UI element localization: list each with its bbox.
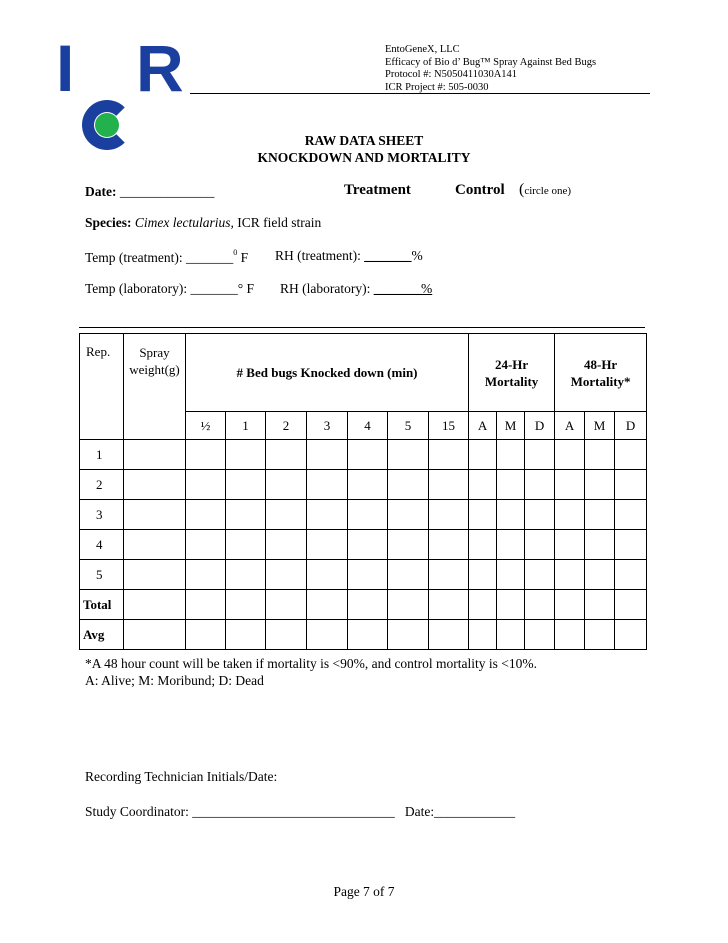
footnote-48hr: *A 48 hour count will be taken if mortality is <90%, and control mortality is <10%. <box>85 656 538 671</box>
knockdown-mortality-table <box>79 333 647 650</box>
table-row <box>80 470 647 500</box>
spray-header-line2: weight(g) <box>129 362 180 377</box>
entry-cell[interactable] <box>429 500 469 530</box>
header-rule <box>190 93 650 94</box>
knockdown-header: # Bed bugs Knocked down (min) <box>186 334 469 412</box>
mort48-dead: D <box>615 412 647 440</box>
entry-cell[interactable] <box>585 620 615 650</box>
entry-cell[interactable] <box>497 560 525 590</box>
entry-cell[interactable] <box>124 440 186 470</box>
date-label: Date: <box>85 184 117 199</box>
temp-treatment-unit: F <box>240 250 249 265</box>
time-15: 15 <box>429 412 469 440</box>
entry-cell[interactable] <box>525 470 555 500</box>
rh-treatment-unit: % <box>411 248 423 263</box>
time-2: 2 <box>266 412 307 440</box>
entry-cell[interactable] <box>615 590 647 620</box>
entry-cell[interactable] <box>226 440 266 470</box>
entry-cell[interactable] <box>525 590 555 620</box>
entry-cell[interactable] <box>186 620 226 650</box>
entry-cell[interactable] <box>525 620 555 650</box>
temp-treatment-line[interactable] <box>85 248 248 266</box>
entry-cell[interactable] <box>226 590 266 620</box>
circle-note-text: circle one) <box>524 185 572 197</box>
mortality-48hr-header <box>555 334 647 412</box>
mort48-alive: A <box>555 412 585 440</box>
study-title: Efficacy of Bio d’ Bug™ Spray Against Bed Bugs <box>385 56 597 68</box>
rh-lab-unit: % <box>420 281 433 296</box>
entry-cell[interactable] <box>226 530 266 560</box>
entry-cell[interactable] <box>186 560 226 590</box>
page-title: RAW DATA SHEET <box>304 133 424 148</box>
entry-cell[interactable] <box>348 590 388 620</box>
header-info <box>385 44 596 94</box>
temp-lab-unit: ° F <box>237 281 255 296</box>
entry-cell[interactable] <box>429 530 469 560</box>
date-field[interactable] <box>85 184 214 200</box>
entry-cell[interactable] <box>497 470 525 500</box>
species-line <box>85 215 321 231</box>
row-2-label: 2 <box>80 470 124 500</box>
entry-cell[interactable] <box>307 500 348 530</box>
entry-cell[interactable] <box>525 500 555 530</box>
entry-cell[interactable] <box>388 590 429 620</box>
entry-cell[interactable] <box>497 590 525 620</box>
table-row <box>80 560 647 590</box>
entry-cell[interactable] <box>124 470 186 500</box>
entry-cell[interactable] <box>615 470 647 500</box>
entry-cell[interactable] <box>525 560 555 590</box>
entry-cell[interactable] <box>307 440 348 470</box>
entry-cell[interactable] <box>555 590 585 620</box>
spray-weight-header <box>124 334 186 440</box>
entry-cell[interactable] <box>555 620 585 650</box>
entry-cell[interactable] <box>388 470 429 500</box>
row-total-label: Total <box>80 590 124 620</box>
entry-cell[interactable] <box>585 560 615 590</box>
spray-header-line1: Spray <box>139 345 170 360</box>
entry-cell[interactable] <box>429 620 469 650</box>
entry-cell[interactable] <box>348 470 388 500</box>
entry-cell[interactable] <box>186 500 226 530</box>
time-half: ½ <box>186 412 226 440</box>
rh-treatment-label: RH (treatment): <box>275 248 361 263</box>
entry-cell[interactable] <box>388 440 429 470</box>
entry-cell[interactable] <box>469 530 497 560</box>
study-coordinator-field[interactable] <box>85 803 515 820</box>
project-number: ICR Project #: 505-0030 <box>385 81 489 93</box>
entry-cell[interactable] <box>226 560 266 590</box>
entry-cell[interactable] <box>585 470 615 500</box>
rep-header: Rep. <box>80 334 124 440</box>
entry-cell[interactable] <box>307 560 348 590</box>
entry-cell[interactable] <box>348 620 388 650</box>
mort24-line1: 24-Hr <box>494 356 529 372</box>
entry-cell[interactable] <box>497 530 525 560</box>
entry-cell[interactable] <box>615 530 647 560</box>
coordinator-date-label: Date: <box>404 804 435 819</box>
temp-lab-line[interactable] <box>85 281 254 297</box>
entry-cell[interactable] <box>307 530 348 560</box>
entry-cell[interactable] <box>307 470 348 500</box>
entry-cell[interactable] <box>226 500 266 530</box>
entry-cell[interactable] <box>429 470 469 500</box>
entry-cell[interactable] <box>266 440 307 470</box>
entry-cell[interactable] <box>469 560 497 590</box>
species-name: Cimex lectularius, <box>134 215 234 230</box>
entry-cell[interactable] <box>497 500 525 530</box>
footnote-legend: A: Alive; M: Moribund; D: Dead <box>85 673 264 688</box>
time-5: 5 <box>388 412 429 440</box>
entry-cell[interactable] <box>497 440 525 470</box>
mortality-24hr-header <box>469 334 555 412</box>
temp-treatment-label: Temp (treatment): <box>85 250 183 265</box>
entry-cell[interactable] <box>615 560 647 590</box>
entry-cell[interactable] <box>266 620 307 650</box>
entry-cell[interactable] <box>266 470 307 500</box>
table-header-row <box>80 334 647 412</box>
table-row <box>80 620 647 650</box>
time-4: 4 <box>348 412 388 440</box>
mort48-line2: Mortality* <box>570 373 631 389</box>
species-strain: ICR field strain <box>237 215 322 230</box>
table-row <box>80 530 647 560</box>
entry-cell[interactable] <box>429 440 469 470</box>
entry-cell[interactable] <box>469 500 497 530</box>
circle-one-note <box>519 181 571 199</box>
entry-cell[interactable] <box>124 500 186 530</box>
company-name: EntoGeneX, LLC <box>385 44 460 55</box>
protocol-number: Protocol #: N5050411030A141 <box>385 69 518 80</box>
rh-treatment-blank: _______ <box>364 248 412 263</box>
entry-cell[interactable] <box>429 590 469 620</box>
row-5-label: 5 <box>80 560 124 590</box>
entry-cell[interactable] <box>307 620 348 650</box>
entry-cell[interactable] <box>469 590 497 620</box>
entry-cell[interactable] <box>186 530 226 560</box>
control-option[interactable]: Control <box>455 182 505 198</box>
temp-treatment-degree: 0 <box>233 248 238 257</box>
entry-cell[interactable] <box>348 440 388 470</box>
technician-initials-field[interactable]: Recording Technician Initials/Date: <box>85 769 278 784</box>
entry-cell[interactable] <box>585 530 615 560</box>
species-label: Species: <box>85 215 132 230</box>
entry-cell[interactable] <box>348 500 388 530</box>
entry-cell[interactable] <box>266 530 307 560</box>
icr-logo <box>56 31 182 105</box>
rh-lab-blank: _______ <box>373 281 421 296</box>
temp-lab-label: Temp (laboratory): <box>85 281 188 296</box>
entry-cell[interactable] <box>469 470 497 500</box>
row-3-label: 3 <box>80 500 124 530</box>
time-1: 1 <box>226 412 266 440</box>
entry-cell[interactable] <box>469 440 497 470</box>
entry-cell[interactable] <box>348 560 388 590</box>
mort24-moribund: M <box>497 412 525 440</box>
table-row <box>80 440 647 470</box>
entry-cell[interactable] <box>585 590 615 620</box>
temp-treatment-blank: _______ <box>186 250 234 265</box>
entry-cell[interactable] <box>525 440 555 470</box>
table-row <box>80 590 647 620</box>
table-row <box>80 500 647 530</box>
row-avg-label: Avg <box>80 620 124 650</box>
mort24-line2: Mortality <box>484 373 539 389</box>
entry-cell[interactable] <box>388 500 429 530</box>
entry-cell[interactable] <box>388 620 429 650</box>
mort24-alive: A <box>469 412 497 440</box>
logo-letter-i: I <box>56 31 73 105</box>
entry-cell[interactable] <box>186 440 226 470</box>
entry-cell[interactable] <box>388 560 429 590</box>
circle-paren: ( <box>519 181 525 198</box>
entry-cell[interactable] <box>186 470 226 500</box>
row-1-label: 1 <box>80 440 124 470</box>
coordinator-label: Study Coordinator: <box>85 804 189 819</box>
entry-cell[interactable] <box>497 620 525 650</box>
entry-cell[interactable] <box>555 500 585 530</box>
entry-cell[interactable] <box>124 620 186 650</box>
entry-cell[interactable] <box>388 530 429 560</box>
entry-cell[interactable] <box>555 470 585 500</box>
entry-cell[interactable] <box>615 620 647 650</box>
table-top-rule <box>79 327 645 328</box>
entry-cell[interactable] <box>469 620 497 650</box>
page-number: Page 7 of 7 <box>333 884 395 899</box>
entry-cell[interactable] <box>124 560 186 590</box>
page-subtitle: KNOCKDOWN AND MORTALITY <box>257 150 471 165</box>
entry-cell[interactable] <box>186 590 226 620</box>
entry-cell[interactable] <box>615 500 647 530</box>
time-3: 3 <box>307 412 348 440</box>
entry-cell[interactable] <box>615 440 647 470</box>
entry-cell[interactable] <box>266 560 307 590</box>
entry-cell[interactable] <box>124 530 186 560</box>
mort48-moribund: M <box>585 412 615 440</box>
treatment-option[interactable]: Treatment <box>344 182 411 198</box>
rh-treatment-line[interactable] <box>275 248 423 264</box>
logo-letter-r: R <box>136 31 182 105</box>
entry-cell[interactable] <box>525 530 555 560</box>
entry-cell[interactable] <box>555 560 585 590</box>
entry-cell[interactable] <box>585 440 615 470</box>
entry-cell[interactable] <box>266 590 307 620</box>
entry-cell[interactable] <box>555 440 585 470</box>
entry-cell[interactable] <box>307 590 348 620</box>
entry-cell[interactable] <box>585 500 615 530</box>
entry-cell[interactable] <box>226 470 266 500</box>
coordinator-date-blank: ____________ <box>434 804 516 819</box>
rh-lab-line[interactable] <box>280 281 432 297</box>
mort48-line1: 48-Hr <box>583 356 618 372</box>
mort24-dead: D <box>525 412 555 440</box>
entry-cell[interactable] <box>226 620 266 650</box>
entry-cell[interactable] <box>555 530 585 560</box>
temp-lab-blank: _______ <box>190 281 238 296</box>
entry-cell[interactable] <box>124 590 186 620</box>
row-4-label: 4 <box>80 530 124 560</box>
coordinator-blank: ______________________________ <box>192 804 395 819</box>
entry-cell[interactable] <box>266 500 307 530</box>
entry-cell[interactable] <box>429 560 469 590</box>
date-blank: ______________ <box>119 184 215 199</box>
entry-cell[interactable] <box>348 530 388 560</box>
rh-lab-label: RH (laboratory): <box>280 281 371 296</box>
